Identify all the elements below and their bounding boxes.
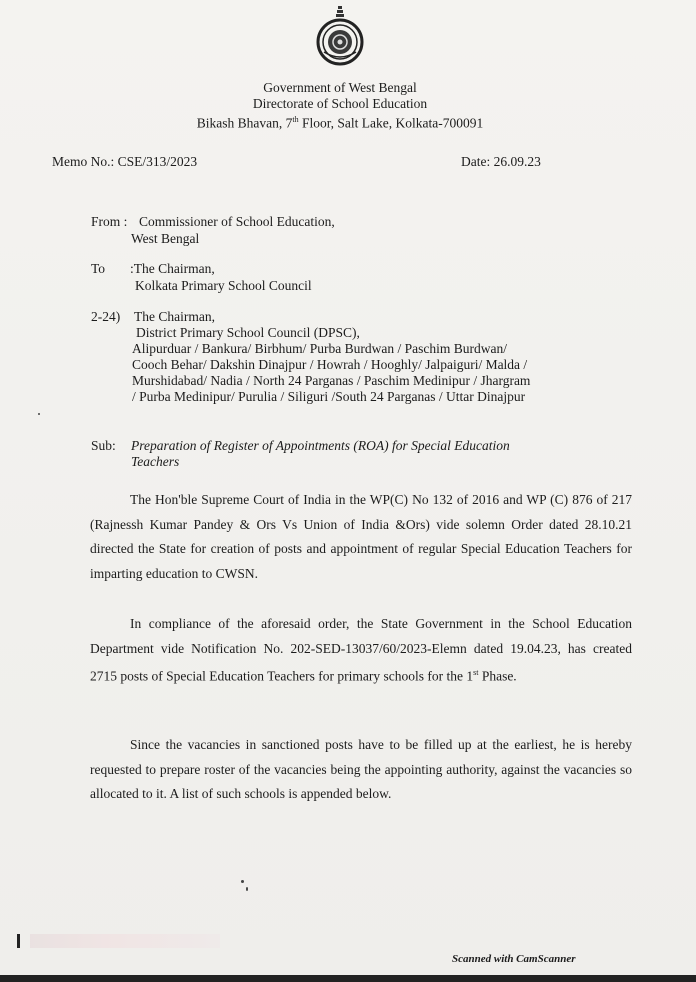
footer-mark <box>17 934 20 948</box>
recipients-line3: Alipurduar / Bankura/ Birbhum/ Purba Burdwan / Paschim Burdwan/ <box>132 341 507 356</box>
subject-line2: Teachers <box>131 454 180 469</box>
to-line1: :The Chairman, <box>130 261 215 276</box>
recipients-line1: The Chairman, <box>134 309 215 324</box>
recipients-line4: Cooch Behar/ Dakshin Dinajpur / Howrah / Hooghly/ Jalpaiguri/ Malda / <box>132 357 528 372</box>
bottom-edge <box>0 975 696 982</box>
footer-smudge <box>30 934 220 948</box>
scan-speck <box>241 880 244 883</box>
subject-label: Sub: <box>91 438 116 453</box>
paragraph-3: Since the vacancies in sanctioned posts have to be filled up at the earliest, he is hereby requested to prepare roster of the vacancies being the appointing authority, against the vacancies so allocated to it. A list of such schools is appended below. <box>90 737 632 801</box>
memo-number: Memo No.: CSE/313/2023 <box>52 154 198 169</box>
header-government: Government of West Bengal <box>263 80 417 95</box>
paragraph-1: The Hon'ble Supreme Court of India in the WP(C) No 132 of 2016 and WP (C) 876 of 217 (Rajnessh Kumar Pandey & Ors Vs Union of India &Ors) vide solemn Order dated 28.10.21 directed the State for creation of posts and appointment of regular Special Education Teachers for imparting education to CWSN. <box>90 492 632 581</box>
recipients-line6: / Purba Medinipur/ Purulia / Siliguri /South 24 Parganas / Uttar Dinajpur <box>132 389 526 404</box>
scan-speck <box>38 413 40 415</box>
subject-line1: Preparation of Register of Appointments (ROA) for Special Education <box>131 438 510 453</box>
scan-speck <box>246 887 248 891</box>
recipients-line2: District Primary School Council (DPSC), <box>136 325 360 340</box>
from-label: From : <box>91 214 128 229</box>
west-bengal-emblem-icon <box>314 6 366 66</box>
paragraph-2: In compliance of the aforesaid order, the State Government in the School Education Department vide Notification No. 202-SED-13037/60/2023-Elemn dated 19.04.23, has created 2715 posts of Special Education Teachers for primary schools for the 1st Phase. <box>90 616 632 684</box>
from-line2: West Bengal <box>131 231 200 246</box>
to-label: To <box>91 261 106 276</box>
scanner-watermark: Scanned with CamScanner <box>452 953 576 965</box>
header-address: Bikash Bhavan, 7th Floor, Salt Lake, Kolkata-700091 <box>196 115 484 131</box>
to-line2: Kolkata Primary School Council <box>135 278 312 293</box>
memo-date: Date: 26.09.23 <box>461 154 541 169</box>
from-line1: Commissioner of School Education, <box>139 214 335 229</box>
recipients-label: 2-24) <box>91 309 121 324</box>
recipients-line5: Murshidabad/ Nadia / North 24 Parganas / Paschim Medinipur / Jhargram <box>132 373 531 388</box>
header-directorate: Directorate of School Education <box>252 96 428 111</box>
